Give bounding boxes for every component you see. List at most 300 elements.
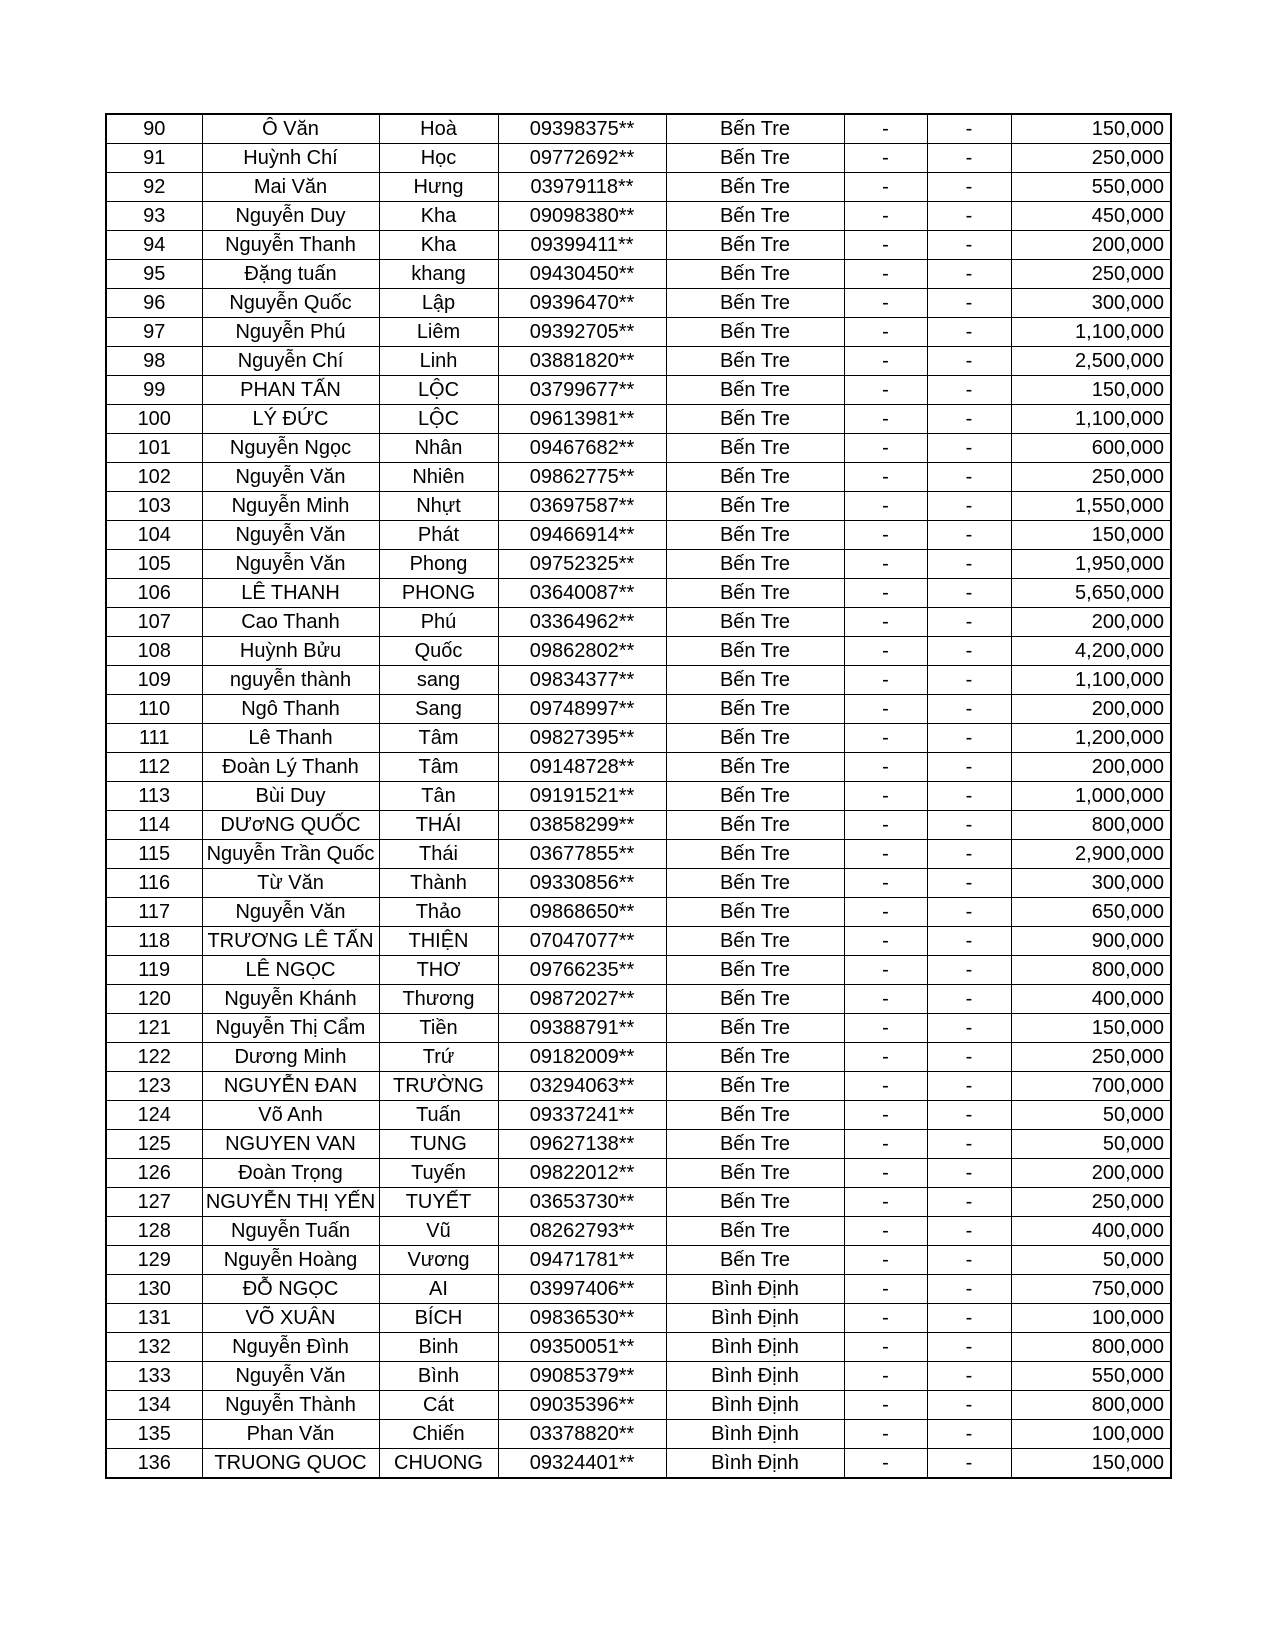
given-name-cell: Vũ: [379, 1217, 498, 1246]
dash-cell-b: -: [927, 1159, 1011, 1188]
province-cell: Bến Tre: [666, 144, 844, 173]
family-name-cell: VÕ XUÂN: [202, 1304, 379, 1333]
dash-cell-b: -: [927, 956, 1011, 985]
dash-cell-a: -: [844, 1159, 927, 1188]
phone-cell: 09467682**: [498, 434, 666, 463]
dash-cell-a: -: [844, 289, 927, 318]
dash-cell-b: -: [927, 1449, 1011, 1479]
family-name-cell: Đoàn Lý Thanh: [202, 753, 379, 782]
phone-cell: 09834377**: [498, 666, 666, 695]
amount-cell: 1,100,000: [1011, 318, 1171, 347]
family-name-cell: Nguyễn Hoàng: [202, 1246, 379, 1275]
given-name-cell: Nhựt: [379, 492, 498, 521]
amount-cell: 50,000: [1011, 1101, 1171, 1130]
amount-cell: 200,000: [1011, 231, 1171, 260]
phone-cell: 03858299**: [498, 811, 666, 840]
table-row: [106, 1130, 1171, 1159]
table-row: [106, 231, 1171, 260]
amount-cell: 150,000: [1011, 376, 1171, 405]
given-name-cell: Tuấn: [379, 1101, 498, 1130]
province-cell: Bến Tre: [666, 927, 844, 956]
phone-cell: 09191521**: [498, 782, 666, 811]
dash-cell-a: -: [844, 1130, 927, 1159]
table-row: [106, 1246, 1171, 1275]
given-name-cell: Tâm: [379, 724, 498, 753]
given-name-cell: Cát: [379, 1391, 498, 1420]
dash-cell-a: -: [844, 1188, 927, 1217]
table-row: [106, 1391, 1171, 1420]
family-name-cell: Huỳnh Bửu: [202, 637, 379, 666]
dash-cell-a: -: [844, 1449, 927, 1479]
table-row: [106, 289, 1171, 318]
amount-cell: 900,000: [1011, 927, 1171, 956]
phone-cell: 09862775**: [498, 463, 666, 492]
table-row: [106, 1362, 1171, 1391]
dash-cell-b: -: [927, 550, 1011, 579]
family-name-cell: Võ Anh: [202, 1101, 379, 1130]
dash-cell-a: -: [844, 637, 927, 666]
amount-cell: 300,000: [1011, 289, 1171, 318]
family-name-cell: NGUYỄN THỊ YẾN: [202, 1188, 379, 1217]
phone-cell: 03640087**: [498, 579, 666, 608]
table-row: [106, 811, 1171, 840]
amount-cell: 100,000: [1011, 1420, 1171, 1449]
amount-cell: 150,000: [1011, 521, 1171, 550]
dash-cell-b: -: [927, 1362, 1011, 1391]
family-name-cell: Lê Thanh: [202, 724, 379, 753]
phone-cell: 03799677**: [498, 376, 666, 405]
row-number-cell: 99: [106, 376, 202, 405]
row-number-cell: 105: [106, 550, 202, 579]
province-cell: Bến Tre: [666, 289, 844, 318]
given-name-cell: Học: [379, 144, 498, 173]
family-name-cell: Nguyễn Văn: [202, 521, 379, 550]
row-number-cell: 125: [106, 1130, 202, 1159]
row-number-cell: 103: [106, 492, 202, 521]
province-cell: Bến Tre: [666, 724, 844, 753]
dash-cell-b: -: [927, 782, 1011, 811]
province-cell: Bến Tre: [666, 956, 844, 985]
amount-cell: 50,000: [1011, 1246, 1171, 1275]
phone-cell: 03997406**: [498, 1275, 666, 1304]
province-cell: Bến Tre: [666, 666, 844, 695]
dash-cell-a: -: [844, 666, 927, 695]
row-number-cell: 92: [106, 173, 202, 202]
family-name-cell: Ngô Thanh: [202, 695, 379, 724]
province-cell: Bến Tre: [666, 1130, 844, 1159]
province-cell: Bến Tre: [666, 1188, 844, 1217]
family-name-cell: Nguyễn Thị Cẩm: [202, 1014, 379, 1043]
phone-cell: 09752325**: [498, 550, 666, 579]
given-name-cell: Thành: [379, 869, 498, 898]
table-row: [106, 376, 1171, 405]
province-cell: Bến Tre: [666, 550, 844, 579]
dash-cell-a: -: [844, 202, 927, 231]
phone-cell: 09337241**: [498, 1101, 666, 1130]
table-body: [106, 114, 1171, 1478]
province-cell: Bình Định: [666, 1420, 844, 1449]
row-number-cell: 131: [106, 1304, 202, 1333]
dash-cell-b: -: [927, 376, 1011, 405]
amount-cell: 250,000: [1011, 260, 1171, 289]
province-cell: Bến Tre: [666, 173, 844, 202]
dash-cell-a: -: [844, 956, 927, 985]
province-cell: Bến Tre: [666, 318, 844, 347]
table-row: [106, 1014, 1171, 1043]
table-row: [106, 1101, 1171, 1130]
dash-cell-b: -: [927, 1043, 1011, 1072]
dash-cell-b: -: [927, 1072, 1011, 1101]
family-name-cell: Nguyễn Phú: [202, 318, 379, 347]
given-name-cell: khang: [379, 260, 498, 289]
given-name-cell: CHUONG: [379, 1449, 498, 1479]
row-number-cell: 124: [106, 1101, 202, 1130]
table-row: [106, 463, 1171, 492]
row-number-cell: 132: [106, 1333, 202, 1362]
dash-cell-a: -: [844, 260, 927, 289]
dash-cell-a: -: [844, 1304, 927, 1333]
table-row: [106, 1217, 1171, 1246]
phone-cell: 09324401**: [498, 1449, 666, 1479]
table-row: [106, 608, 1171, 637]
province-cell: Bến Tre: [666, 1043, 844, 1072]
province-cell: Bến Tre: [666, 579, 844, 608]
table-row: [106, 579, 1171, 608]
given-name-cell: BÍCH: [379, 1304, 498, 1333]
phone-cell: 09430450**: [498, 260, 666, 289]
amount-cell: 800,000: [1011, 1391, 1171, 1420]
dash-cell-b: -: [927, 1246, 1011, 1275]
province-cell: Bến Tre: [666, 376, 844, 405]
dash-cell-b: -: [927, 927, 1011, 956]
dash-cell-b: -: [927, 695, 1011, 724]
dash-cell-a: -: [844, 753, 927, 782]
family-name-cell: Nguyễn Văn: [202, 550, 379, 579]
row-number-cell: 108: [106, 637, 202, 666]
given-name-cell: Thái: [379, 840, 498, 869]
table-row: [106, 927, 1171, 956]
row-number-cell: 120: [106, 985, 202, 1014]
family-name-cell: NGUYỄN ĐAN: [202, 1072, 379, 1101]
given-name-cell: Chiến: [379, 1420, 498, 1449]
given-name-cell: Phong: [379, 550, 498, 579]
amount-cell: 800,000: [1011, 811, 1171, 840]
dash-cell-b: -: [927, 666, 1011, 695]
phone-cell: 09182009**: [498, 1043, 666, 1072]
dash-cell-b: -: [927, 753, 1011, 782]
given-name-cell: Nhân: [379, 434, 498, 463]
table-row: [106, 405, 1171, 434]
given-name-cell: Hoà: [379, 114, 498, 144]
amount-cell: 4,200,000: [1011, 637, 1171, 666]
dash-cell-b: -: [927, 492, 1011, 521]
family-name-cell: Nguyễn Khánh: [202, 985, 379, 1014]
family-name-cell: LÊ NGỌC: [202, 956, 379, 985]
phone-cell: 09772692**: [498, 144, 666, 173]
amount-cell: 550,000: [1011, 1362, 1171, 1391]
dash-cell-a: -: [844, 608, 927, 637]
phone-cell: 09396470**: [498, 289, 666, 318]
amount-cell: 750,000: [1011, 1275, 1171, 1304]
province-cell: Bình Định: [666, 1275, 844, 1304]
dash-cell-a: -: [844, 1246, 927, 1275]
dash-cell-a: -: [844, 1217, 927, 1246]
phone-cell: 09398375**: [498, 114, 666, 144]
row-number-cell: 109: [106, 666, 202, 695]
phone-cell: 09872027**: [498, 985, 666, 1014]
phone-cell: 07047077**: [498, 927, 666, 956]
row-number-cell: 123: [106, 1072, 202, 1101]
dash-cell-b: -: [927, 231, 1011, 260]
phone-cell: 09148728**: [498, 753, 666, 782]
amount-cell: 1,100,000: [1011, 666, 1171, 695]
dash-cell-b: -: [927, 173, 1011, 202]
given-name-cell: TRƯỜNG: [379, 1072, 498, 1101]
given-name-cell: Hưng: [379, 173, 498, 202]
amount-cell: 2,500,000: [1011, 347, 1171, 376]
province-cell: Bến Tre: [666, 463, 844, 492]
phone-cell: 03677855**: [498, 840, 666, 869]
donor-table: [105, 113, 1172, 1479]
family-name-cell: Nguyễn Đình: [202, 1333, 379, 1362]
table-row: [106, 666, 1171, 695]
given-name-cell: LỘC: [379, 376, 498, 405]
dash-cell-a: -: [844, 144, 927, 173]
phone-cell: 09035396**: [498, 1391, 666, 1420]
province-cell: Bến Tre: [666, 782, 844, 811]
table-row: [106, 1420, 1171, 1449]
table-row: [106, 434, 1171, 463]
given-name-cell: Phú: [379, 608, 498, 637]
family-name-cell: Nguyễn Minh: [202, 492, 379, 521]
dash-cell-a: -: [844, 173, 927, 202]
table-row: [106, 521, 1171, 550]
phone-cell: 09827395**: [498, 724, 666, 753]
table-row: [106, 956, 1171, 985]
family-name-cell: Nguyễn Thanh: [202, 231, 379, 260]
row-number-cell: 104: [106, 521, 202, 550]
dash-cell-a: -: [844, 927, 927, 956]
amount-cell: 1,100,000: [1011, 405, 1171, 434]
dash-cell-b: -: [927, 1014, 1011, 1043]
row-number-cell: 128: [106, 1217, 202, 1246]
dash-cell-b: -: [927, 579, 1011, 608]
family-name-cell: LÝ ĐỨC: [202, 405, 379, 434]
province-cell: Bến Tre: [666, 1101, 844, 1130]
row-number-cell: 117: [106, 898, 202, 927]
phone-cell: 03697587**: [498, 492, 666, 521]
dash-cell-a: -: [844, 985, 927, 1014]
table-row: [106, 637, 1171, 666]
dash-cell-b: -: [927, 1217, 1011, 1246]
province-cell: Bến Tre: [666, 1014, 844, 1043]
dash-cell-b: -: [927, 202, 1011, 231]
row-number-cell: 136: [106, 1449, 202, 1479]
family-name-cell: Cao Thanh: [202, 608, 379, 637]
dash-cell-a: -: [844, 869, 927, 898]
table-row: [106, 114, 1171, 144]
given-name-cell: TUYẾT: [379, 1188, 498, 1217]
row-number-cell: 127: [106, 1188, 202, 1217]
amount-cell: 200,000: [1011, 608, 1171, 637]
dash-cell-b: -: [927, 811, 1011, 840]
given-name-cell: Thương: [379, 985, 498, 1014]
family-name-cell: DƯơNG QUỐC: [202, 811, 379, 840]
given-name-cell: Nhiên: [379, 463, 498, 492]
row-number-cell: 111: [106, 724, 202, 753]
dash-cell-b: -: [927, 144, 1011, 173]
province-cell: Bến Tre: [666, 202, 844, 231]
dash-cell-a: -: [844, 1101, 927, 1130]
given-name-cell: Liêm: [379, 318, 498, 347]
phone-cell: 09868650**: [498, 898, 666, 927]
row-number-cell: 126: [106, 1159, 202, 1188]
dash-cell-a: -: [844, 811, 927, 840]
row-number-cell: 95: [106, 260, 202, 289]
phone-cell: 03294063**: [498, 1072, 666, 1101]
amount-cell: 400,000: [1011, 985, 1171, 1014]
given-name-cell: Sang: [379, 695, 498, 724]
family-name-cell: Đoàn Trọng: [202, 1159, 379, 1188]
dash-cell-a: -: [844, 318, 927, 347]
row-number-cell: 90: [106, 114, 202, 144]
family-name-cell: Nguyễn Tuấn: [202, 1217, 379, 1246]
amount-cell: 1,200,000: [1011, 724, 1171, 753]
phone-cell: 03881820**: [498, 347, 666, 376]
family-name-cell: Phan Văn: [202, 1420, 379, 1449]
family-name-cell: LÊ THANH: [202, 579, 379, 608]
province-cell: Bến Tre: [666, 1159, 844, 1188]
province-cell: Bình Định: [666, 1333, 844, 1362]
family-name-cell: Mai Văn: [202, 173, 379, 202]
dash-cell-b: -: [927, 114, 1011, 144]
amount-cell: 200,000: [1011, 1159, 1171, 1188]
province-cell: Bến Tre: [666, 434, 844, 463]
phone-cell: 09466914**: [498, 521, 666, 550]
phone-cell: 09471781**: [498, 1246, 666, 1275]
family-name-cell: Đặng tuấn: [202, 260, 379, 289]
family-name-cell: Nguyễn Duy: [202, 202, 379, 231]
amount-cell: 650,000: [1011, 898, 1171, 927]
amount-cell: 150,000: [1011, 114, 1171, 144]
given-name-cell: Tuyến: [379, 1159, 498, 1188]
dash-cell-b: -: [927, 840, 1011, 869]
family-name-cell: Nguyễn Trần Quốc: [202, 840, 379, 869]
amount-cell: 300,000: [1011, 869, 1171, 898]
dash-cell-b: -: [927, 521, 1011, 550]
row-number-cell: 119: [106, 956, 202, 985]
dash-cell-a: -: [844, 1391, 927, 1420]
family-name-cell: Nguyễn Chí: [202, 347, 379, 376]
dash-cell-a: -: [844, 840, 927, 869]
table-row: [106, 724, 1171, 753]
row-number-cell: 110: [106, 695, 202, 724]
phone-cell: 09388791**: [498, 1014, 666, 1043]
given-name-cell: PHONG: [379, 579, 498, 608]
province-cell: Bến Tre: [666, 608, 844, 637]
dash-cell-b: -: [927, 1130, 1011, 1159]
province-cell: Bến Tre: [666, 840, 844, 869]
dash-cell-a: -: [844, 114, 927, 144]
given-name-cell: Thảo: [379, 898, 498, 927]
amount-cell: 700,000: [1011, 1072, 1171, 1101]
given-name-cell: sang: [379, 666, 498, 695]
given-name-cell: Phát: [379, 521, 498, 550]
phone-cell: 09399411**: [498, 231, 666, 260]
province-cell: Bến Tre: [666, 521, 844, 550]
table-row: [106, 985, 1171, 1014]
given-name-cell: THƠ: [379, 956, 498, 985]
province-cell: Bến Tre: [666, 1217, 844, 1246]
family-name-cell: ĐỖ NGỌC: [202, 1275, 379, 1304]
dash-cell-a: -: [844, 434, 927, 463]
amount-cell: 200,000: [1011, 695, 1171, 724]
dash-cell-a: -: [844, 463, 927, 492]
amount-cell: 1,550,000: [1011, 492, 1171, 521]
amount-cell: 150,000: [1011, 1014, 1171, 1043]
given-name-cell: TUNG: [379, 1130, 498, 1159]
province-cell: Bến Tre: [666, 695, 844, 724]
dash-cell-b: -: [927, 434, 1011, 463]
dash-cell-a: -: [844, 1043, 927, 1072]
dash-cell-a: -: [844, 898, 927, 927]
row-number-cell: 91: [106, 144, 202, 173]
family-name-cell: Dương Minh: [202, 1043, 379, 1072]
dash-cell-a: -: [844, 1333, 927, 1362]
amount-cell: 100,000: [1011, 1304, 1171, 1333]
amount-cell: 800,000: [1011, 1333, 1171, 1362]
province-cell: Bến Tre: [666, 811, 844, 840]
family-name-cell: Huỳnh Chí: [202, 144, 379, 173]
dash-cell-a: -: [844, 695, 927, 724]
row-number-cell: 112: [106, 753, 202, 782]
dash-cell-b: -: [927, 463, 1011, 492]
province-cell: Bến Tre: [666, 231, 844, 260]
dash-cell-a: -: [844, 521, 927, 550]
given-name-cell: Kha: [379, 202, 498, 231]
family-name-cell: Nguyễn Thành: [202, 1391, 379, 1420]
family-name-cell: Nguyễn Văn: [202, 898, 379, 927]
dash-cell-b: -: [927, 637, 1011, 666]
table-row: [106, 144, 1171, 173]
phone-cell: 09748997**: [498, 695, 666, 724]
province-cell: Bến Tre: [666, 985, 844, 1014]
amount-cell: 400,000: [1011, 1217, 1171, 1246]
dash-cell-b: -: [927, 405, 1011, 434]
amount-cell: 600,000: [1011, 434, 1171, 463]
family-name-cell: Nguyễn Quốc: [202, 289, 379, 318]
province-cell: Bến Tre: [666, 1072, 844, 1101]
phone-cell: 03378820**: [498, 1420, 666, 1449]
amount-cell: 550,000: [1011, 173, 1171, 202]
row-number-cell: 94: [106, 231, 202, 260]
given-name-cell: Binh: [379, 1333, 498, 1362]
phone-cell: 09613981**: [498, 405, 666, 434]
province-cell: Bình Định: [666, 1391, 844, 1420]
row-number-cell: 121: [106, 1014, 202, 1043]
given-name-cell: Bình: [379, 1362, 498, 1391]
given-name-cell: Tân: [379, 782, 498, 811]
phone-cell: 09330856**: [498, 869, 666, 898]
province-cell: Bình Định: [666, 1449, 844, 1479]
phone-cell: 09085379**: [498, 1362, 666, 1391]
amount-cell: 250,000: [1011, 144, 1171, 173]
table-row: [106, 550, 1171, 579]
dash-cell-b: -: [927, 1188, 1011, 1217]
dash-cell-b: -: [927, 1101, 1011, 1130]
row-number-cell: 133: [106, 1362, 202, 1391]
province-cell: Bình Định: [666, 1304, 844, 1333]
